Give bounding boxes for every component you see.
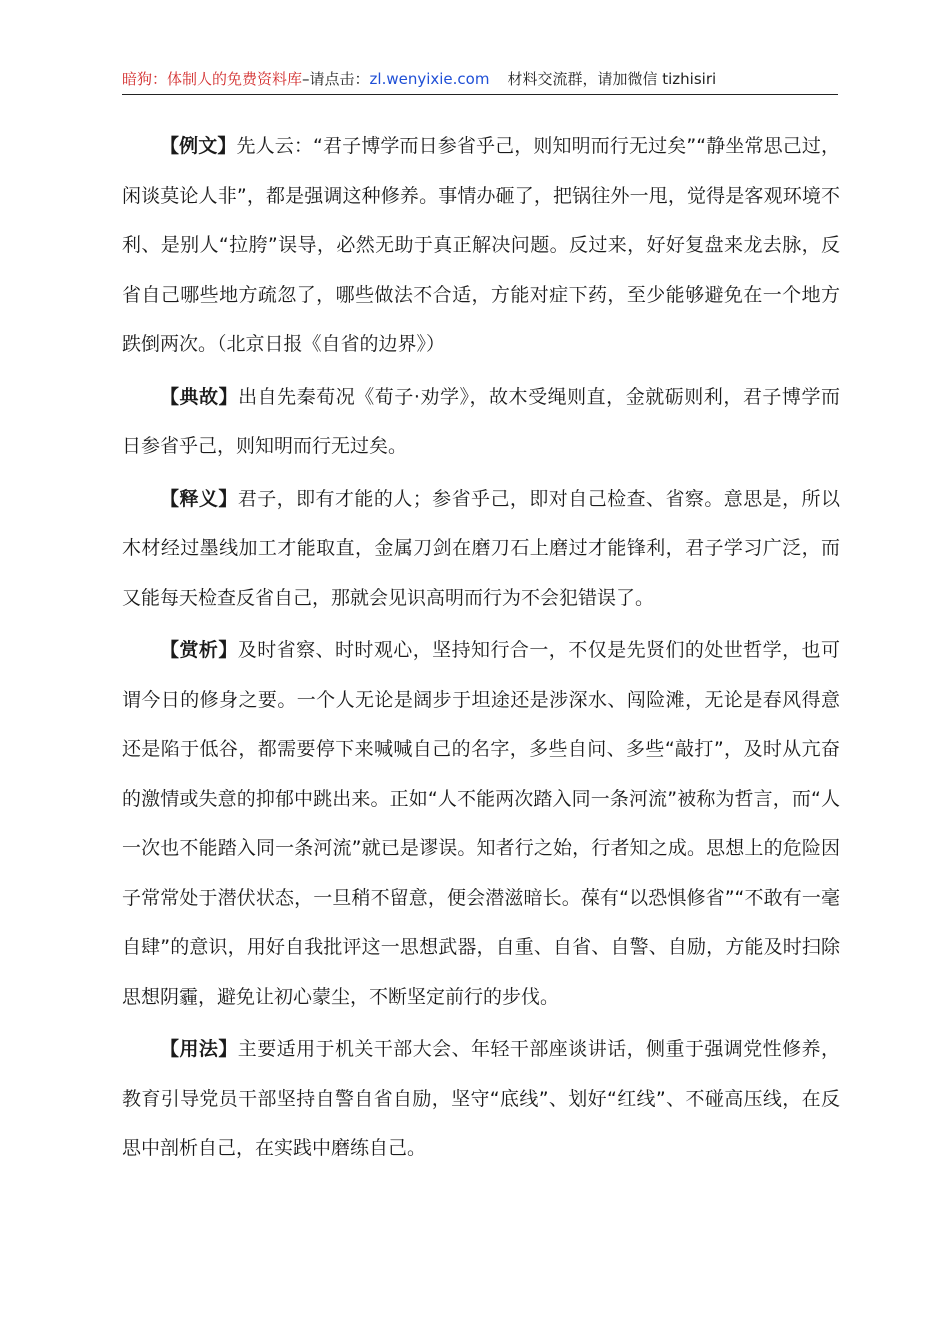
section-text: 君子，即有才能的人；参省乎己，即对自己检查、省察。意思是，所以木材经过墨线加工才能取直，金属刀剑在磨刀石上磨过才能锋利，君子学习广泛，而又能每天检查反省自己，那就会见识高明而行为不会犯错误了。 (122, 487, 840, 609)
click-prompt: –请点击： (302, 70, 370, 88)
section-text: 主要适用于机关干部大会、年轻干部座谈讲话，侧重于强调党性修养，教育引导党员干部坚持自警自省自励，坚守“底线”、划好“红线”、不碰高压线，在反思中剖析自己，在实践中磨练自己。 (122, 1038, 840, 1159)
section-tag: 【典故】 (160, 385, 239, 408)
section-text: 出自先秦荀况《荀子·劝学》，故木受绳则直，金就砺则利，君子博学而日参省乎己，则知明而行无过矣。 (122, 385, 840, 457)
wechat-note: 材料交流群，请加微信 tizhisiri (507, 70, 717, 88)
document-body (122, 122, 840, 1177)
section-example (122, 122, 840, 370)
site-url-link[interactable]: zl.wenyixie.com (369, 70, 490, 88)
section-tag: 【赏析】 (160, 639, 238, 661)
section-tag: 【释义】 (160, 487, 238, 510)
section-tag: 【用法】 (160, 1038, 238, 1060)
page-header (122, 66, 838, 95)
section-text: 及时省察、时时观心，坚持知行合一，不仅是先贤们的处世哲学，也可谓今日的修身之要。一个人无论是阔步于坦途还是涉深水、闯险滩，无论是春风得意还是陷于低谷，都需要停下来喊喊自己的名字，多些自问、多些“敲打”，及时从亢奋的激情或失意的抑郁中跳出来。正如“人不能两次踏入同一条河流”被称为哲言，而“人一次也不能踏入同一条河流”就已是谬误。知者行之始，行者知之成。思想上的危险因子常常处于潜伏状态，一旦稍不留意，便会潜滋暗长。葆有“以恐惧修省”“不敢有一毫自肆”的意识，用好自我批评这一思想武器，自重、自省、自警、自励，方能及时扫除思想阴霾，避免让初心蒙尘，不断坚定前行的步伐。 (122, 639, 840, 1008)
site-name[interactable]: 暗狗：体制人的免费资料库 (122, 70, 303, 88)
section-text: 先人云：“君子博学而日参省乎己，则知明而行无过矣”“静坐常思己过，闲谈莫论人非”，都是强调这种修养。事情办砸了，把锅往外一甩，觉得是客观环境不利、是别人“拉胯”误导，必然无助于真正解决问题。反过来，好好复盘来龙去脉，反省自己哪些地方疏忽了，哪些做法不合适，方能对症下药，至少能够避免在一个地方跌倒两次。（北京日报《自省的边界》） (122, 135, 840, 355)
section-appreciation (122, 626, 840, 1022)
section-tag: 【例文】 (160, 135, 237, 157)
section-origin (122, 373, 840, 472)
section-meaning (122, 475, 840, 624)
section-usage (122, 1025, 840, 1174)
